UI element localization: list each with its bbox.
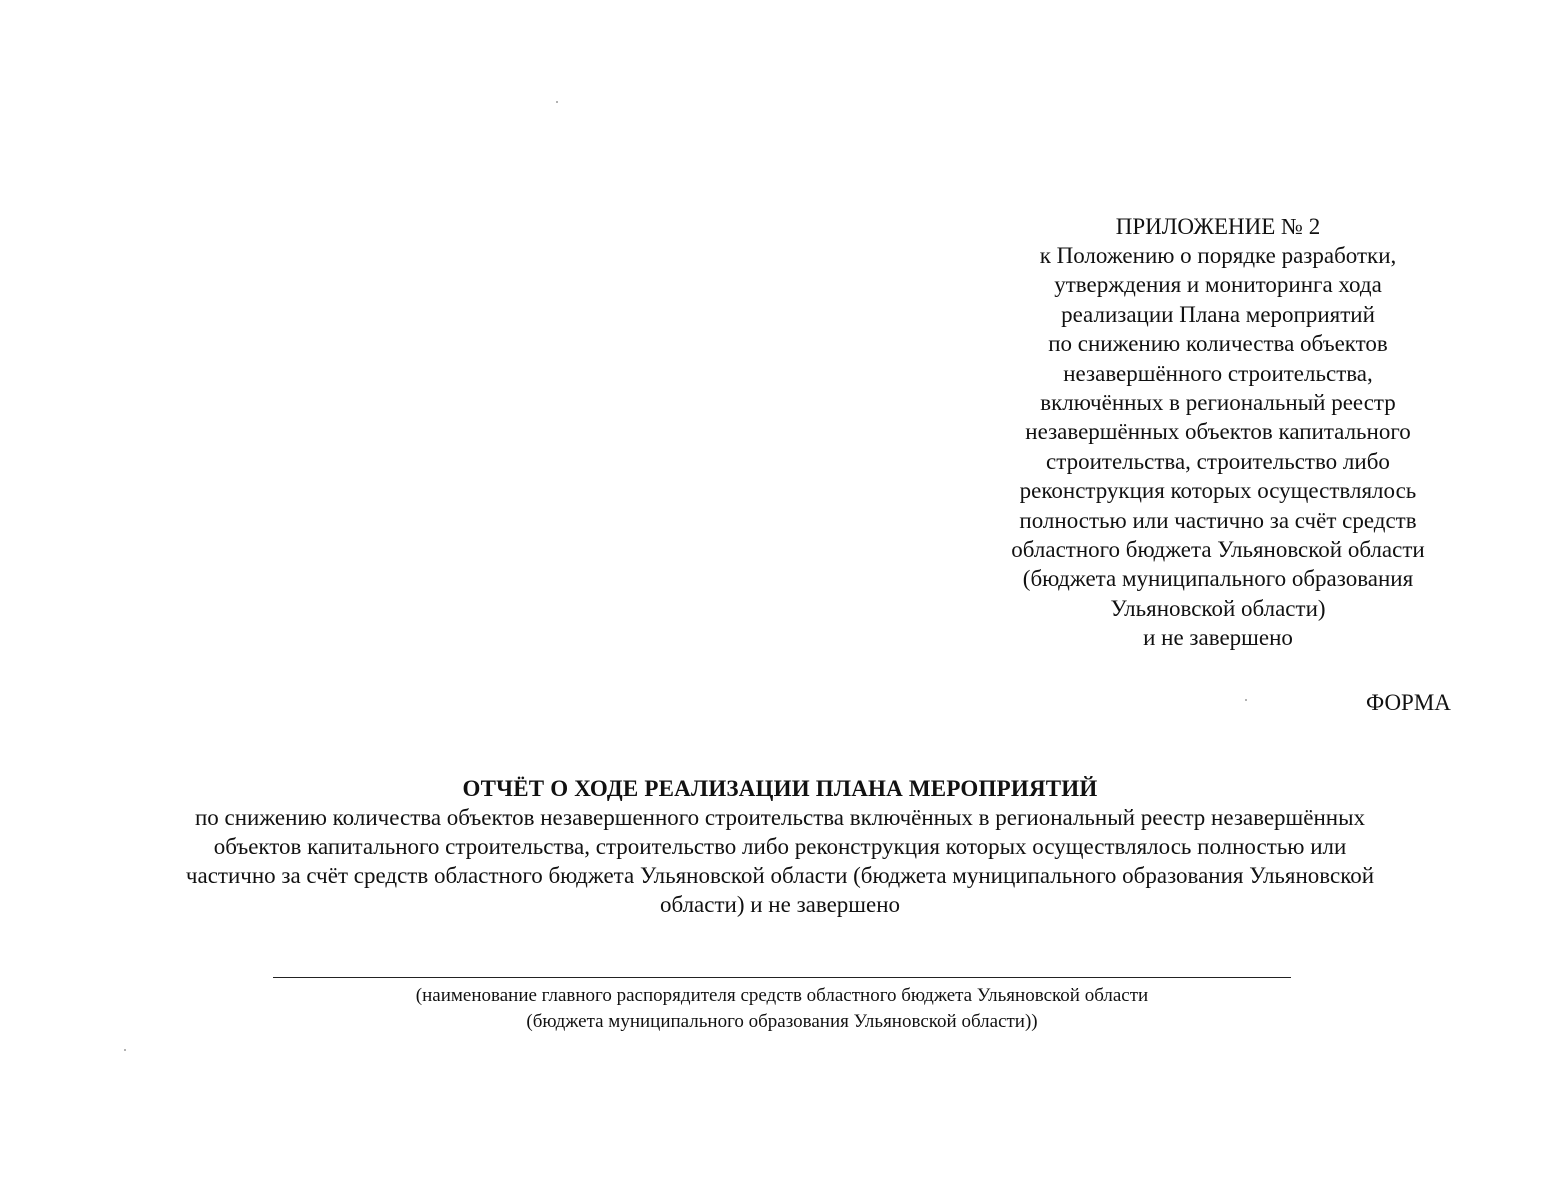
appendix-title: ПРИЛОЖЕНИЕ № 2 bbox=[1115, 214, 1321, 239]
caption-line: (наименование главного распорядителя средств областного бюджета Ульяновской области bbox=[415, 985, 1149, 1006]
report-title: ОТЧЁТ О ХОДЕ РЕАЛИЗАЦИИ ПЛАНА МЕРОПРИЯТИЙ bbox=[462, 776, 1098, 801]
appendix-line: строительства, строительство либо bbox=[1046, 448, 1390, 474]
appendix-line: утверждения и мониторинга хода bbox=[1054, 272, 1382, 298]
appendix-line: и не завершено bbox=[1143, 625, 1293, 651]
report-subtitle-line: области) и не завершено bbox=[659, 892, 901, 917]
report-subtitle-line: частично за счёт средств областного бюджета Ульяновской области (бюджета муниципального образования Ульяновской bbox=[185, 863, 1375, 888]
appendix-line: включённых в региональный реестр bbox=[1040, 390, 1396, 416]
report-subtitle-line: объектов капитального строительства, строительство либо реконструкция которых осуществлялось полностью или bbox=[213, 834, 1347, 859]
appendix-line: полностью или частично за счёт средств bbox=[1019, 507, 1417, 533]
appendix-line: незавершённых объектов капитального bbox=[1025, 419, 1411, 445]
scan-speck bbox=[556, 101, 558, 103]
form-label: ФОРМА bbox=[1366, 690, 1451, 715]
caption-line: (бюджета муниципального образования Ульяновской области)) bbox=[526, 1011, 1038, 1032]
appendix-line: по снижению количества объектов bbox=[1048, 331, 1388, 357]
report-subtitle-line: по снижению количества объектов незавершенного строительства включённых в региональный реестр незавершённых bbox=[194, 805, 1366, 830]
appendix-line: к Положению о порядке разработки, bbox=[1039, 243, 1397, 268]
appendix-line: реализации Плана мероприятий bbox=[1061, 301, 1375, 327]
report-heading bbox=[60, 774, 1500, 919]
scan-speck bbox=[124, 1049, 126, 1051]
appendix-line: незавершённого строительства, bbox=[1063, 360, 1373, 386]
appendix-block bbox=[958, 212, 1478, 653]
fill-in-caption bbox=[273, 983, 1291, 1035]
appendix-line: (бюджета муниципального образования bbox=[1022, 566, 1414, 592]
appendix-line: областного бюджета Ульяновской области bbox=[1011, 537, 1425, 563]
appendix-line: Ульяновской области) bbox=[1110, 595, 1326, 621]
appendix-line: реконструкция которых осуществлялось bbox=[1019, 478, 1417, 504]
scan-speck bbox=[1245, 699, 1247, 701]
fill-in-line bbox=[273, 977, 1291, 978]
